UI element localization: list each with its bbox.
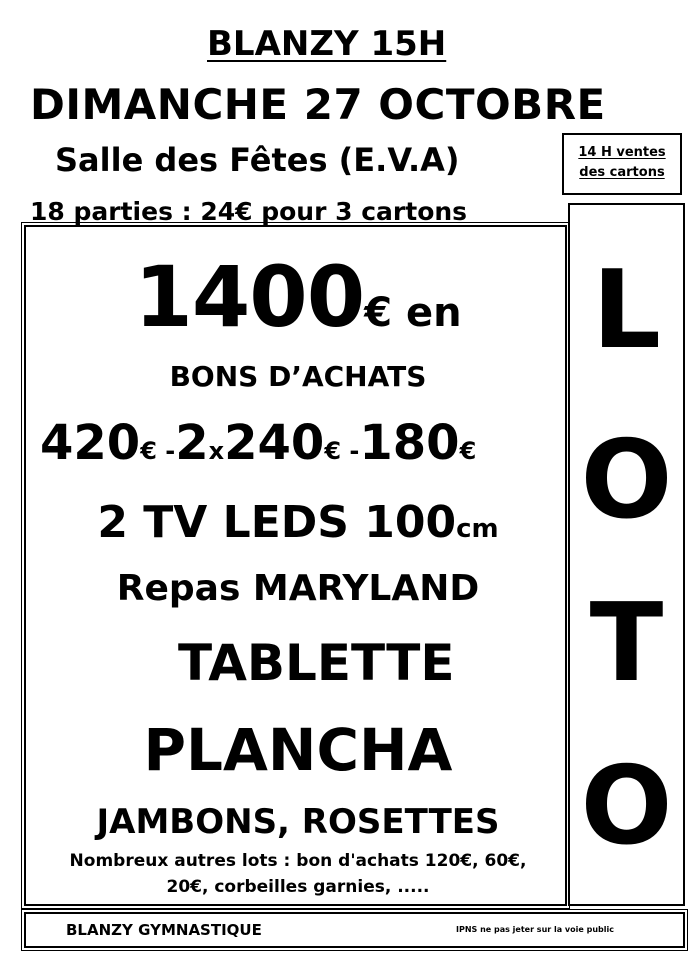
pricing-line: 18 parties : 24€ pour 3 cartons [30, 197, 468, 226]
loto-letter-o2: O [580, 744, 673, 869]
tv-prize-unit: cm [456, 514, 499, 544]
split-count: 2 [175, 415, 209, 471]
card-sales-line-2: des cartons [579, 165, 665, 180]
card-sales-box [562, 133, 682, 195]
total-prize-amount [0, 248, 596, 346]
total-amount-value: 1400 [134, 248, 365, 346]
club-name: BLANZY GYMNASTIQUE [66, 921, 262, 939]
split-dash-2: - [341, 437, 360, 465]
loto-letter-l: L [592, 248, 661, 373]
ipns-notice: IPNS ne pas jeter sur la voie public [456, 925, 614, 934]
split-first-currency: € [140, 437, 157, 465]
hams-prize: JAMBONS, ROSETTES [96, 802, 500, 842]
split-second-currency: € [324, 437, 342, 465]
total-amount-currency: € [364, 290, 393, 336]
tv-prize-main: 2 TV LEDS 100 [97, 497, 457, 548]
vouchers-label: BONS D’ACHATS [169, 360, 427, 393]
other-prizes-line-2: 20€, corbeilles garnies, ..... [166, 877, 430, 897]
plancha-prize: PLANCHA [143, 716, 453, 784]
split-third-value: 180 [359, 415, 460, 471]
tv-prize [0, 496, 596, 556]
total-amount-suffix: en [392, 290, 462, 336]
meal-prize: Repas MARYLAND [116, 568, 480, 609]
event-date: DIMANCHE 27 OCTOBRE [30, 80, 606, 129]
split-first-value: 420 [40, 415, 141, 471]
split-dash-1: - [156, 437, 176, 465]
loto-letter-t: T [589, 581, 664, 706]
card-sales-line-1: 14 H ventes [578, 145, 666, 160]
voucher-split-line [40, 415, 476, 479]
split-second-value: 240 [224, 415, 325, 471]
event-venue: Salle des Fêtes (E.V.A) [55, 141, 460, 179]
split-third-currency: € [459, 437, 477, 465]
event-town-time: BLANZY 15H [207, 24, 447, 64]
loto-letter-o1: O [580, 418, 673, 543]
footer-box [24, 912, 685, 948]
other-prizes-line-1: Nombreux autres lots : bon d'achats 120€, 60€, [69, 851, 527, 871]
tablet-prize: TABLETTE [178, 634, 455, 692]
split-times: x [208, 437, 225, 465]
